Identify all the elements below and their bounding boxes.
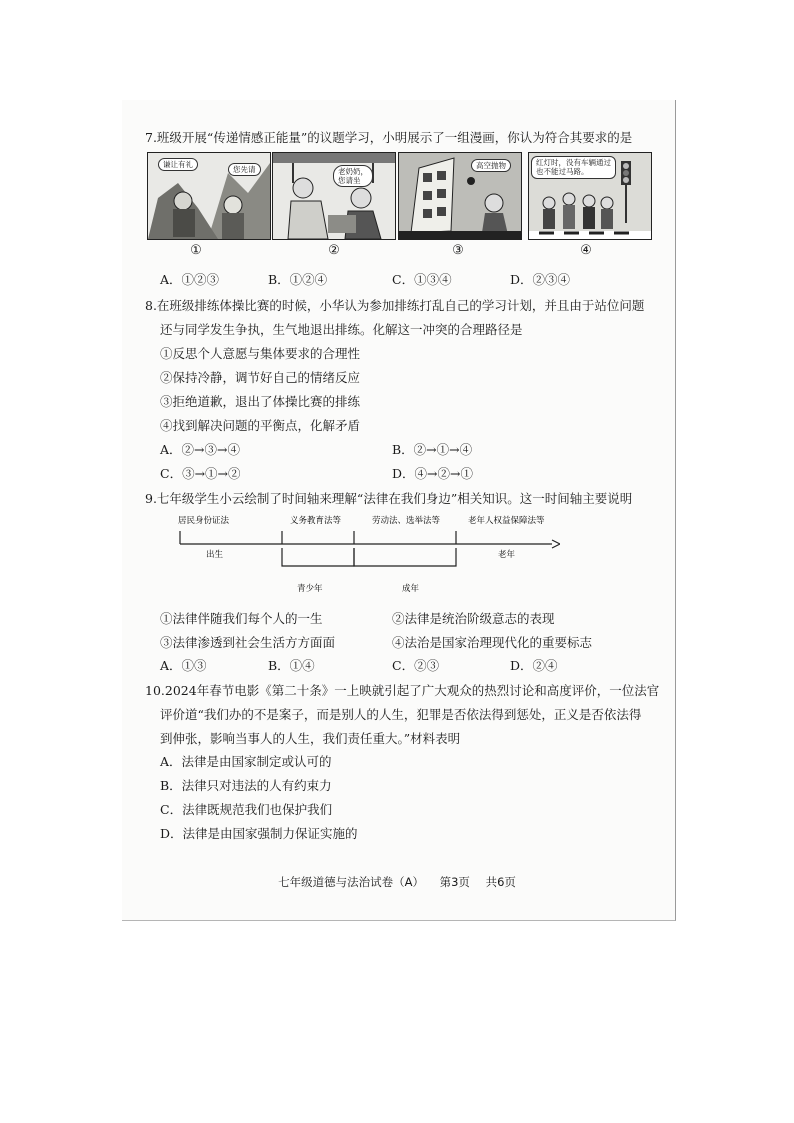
comic-4 (528, 152, 652, 240)
footer-page: 第3页 (439, 875, 470, 889)
q8-option-b: B．②→①→④ (392, 442, 473, 457)
q8-option-a: A．②→③→④ (160, 442, 240, 457)
q10-stem-line-1: 10.2024年春节电影《第二十条》一上映就引起了广大观众的热烈讨论和高度评价，一位法官 (145, 683, 660, 698)
q10-option-b: B．法律只对违法的人有约束力 (160, 778, 332, 793)
q8-item-3: ③拒绝道歉，退出了体操比赛的排练 (160, 394, 361, 409)
q9-item-4: ④法治是国家治理现代化的重要标志 (392, 635, 593, 650)
q9-stem: 9.七年级学生小云绘制了时间轴来理解“法律在我们身边”相关知识。这一时间轴主要说明 (145, 491, 633, 506)
q7-option-a: A．①②③ (160, 272, 220, 287)
timeline-label-youth: 青少年 (297, 584, 323, 594)
comic-2-bubble-line-2: 您请坐 (338, 176, 361, 185)
comic-2-label: ② (328, 243, 340, 258)
q10-stem-line-3: 到伸张，影响当事人的人生，我们责任重大。”材料表明 (160, 731, 461, 746)
q8-item-4: ④找到解决问题的平衡点，化解矛盾 (160, 418, 361, 433)
comic-1 (147, 152, 271, 240)
timeline-bracket-youth (282, 548, 354, 566)
comic-4-bubble (531, 156, 616, 179)
comic-3-bubble: 高空抛物 (471, 159, 511, 172)
q9-option-d: D．②④ (510, 658, 558, 673)
q9-option-a: A．①③ (160, 658, 207, 673)
q8-option-d: D．④→②→① (392, 466, 473, 481)
timeline-label-id-law: 居民身份证法 (178, 516, 230, 526)
q9-option-b: B．①④ (268, 658, 315, 673)
q10-option-d: D．法律是由国家强制力保证实施的 (160, 826, 358, 841)
q9-option-c: C．②③ (392, 658, 440, 673)
q10-option-a: A．法律是由国家制定或认可的 (160, 754, 332, 769)
comic-3-label: ③ (452, 243, 464, 258)
comic-2-illustration (273, 153, 395, 239)
q7-option-c: C．①③④ (392, 272, 452, 287)
comic-1-bubble-1: 谦让有礼 (158, 158, 198, 171)
comic-4-bubble-line-2: 也不能过马路。 (536, 167, 589, 177)
q8-stem-line-2: 还与同学发生争执，生气地退出排练。化解这一冲突的合理路径是 (160, 322, 523, 337)
comic-4-label: ④ (580, 243, 592, 258)
q9-item-2: ②法律是统治阶级意志的表现 (392, 611, 555, 626)
timeline-arrow (552, 540, 560, 548)
footer-title: 七年级道德与法治试卷（A） (278, 875, 424, 889)
q7-option-b: B．①②④ (268, 272, 328, 287)
q7-option-d: D．②③④ (510, 272, 571, 287)
timeline-label-education-law: 义务教育法等 (290, 516, 342, 526)
q7-stem: 7.班级开展“传递情感正能量”的议题学习，小明展示了一组漫画，你认为符合其要求的是 (145, 130, 633, 145)
footer-total: 共6页 (485, 875, 516, 889)
comic-2-bubble-line-1: 老奶奶， (338, 167, 368, 176)
q10-stem-line-2: 评价道“我们办的不是案子，而是别人的人生，犯罪是否依法得到惩处，正义是否依法得 (160, 707, 642, 722)
timeline-bracket-adult (354, 548, 456, 566)
q8-option-c: C．③→①→② (160, 466, 241, 481)
q9-item-3: ③法律渗透到社会生活方方面面 (160, 635, 336, 650)
page-footer (0, 874, 794, 890)
q9-item-1: ①法律伴随我们每个人的一生 (160, 611, 323, 626)
q8-stem-line-1: 8.在班级排练体操比赛的时候，小华认为参加排练打乱自己的学习计划，并且由于站位问题 (145, 298, 645, 313)
timeline-label-old-age: 老年 (498, 550, 516, 560)
timeline-label-birth: 出生 (206, 550, 224, 560)
q10-option-c: C．法律既规范我们也保护我们 (160, 802, 333, 817)
q8-item-2: ②保持冷静，调节好自己的情绪反应 (160, 370, 361, 385)
q8-item-1: ①反思个人意愿与集体要求的合理性 (160, 346, 361, 361)
comic-3 (398, 152, 522, 240)
comic-1-bubble-2: 您先请 (228, 163, 261, 176)
timeline-label-elderly-law: 老年人权益保障法等 (468, 516, 545, 526)
comic-2 (272, 152, 396, 240)
comic-1-label: ① (190, 243, 202, 258)
comic-4-bubble-line-1: 红灯时，没有车辆通过 (536, 158, 611, 167)
q9-timeline (160, 513, 560, 599)
timeline-label-labor-law: 劳动法、选举法等 (372, 516, 441, 526)
timeline-label-adult: 成年 (402, 584, 420, 594)
comic-2-bubble (333, 165, 373, 187)
